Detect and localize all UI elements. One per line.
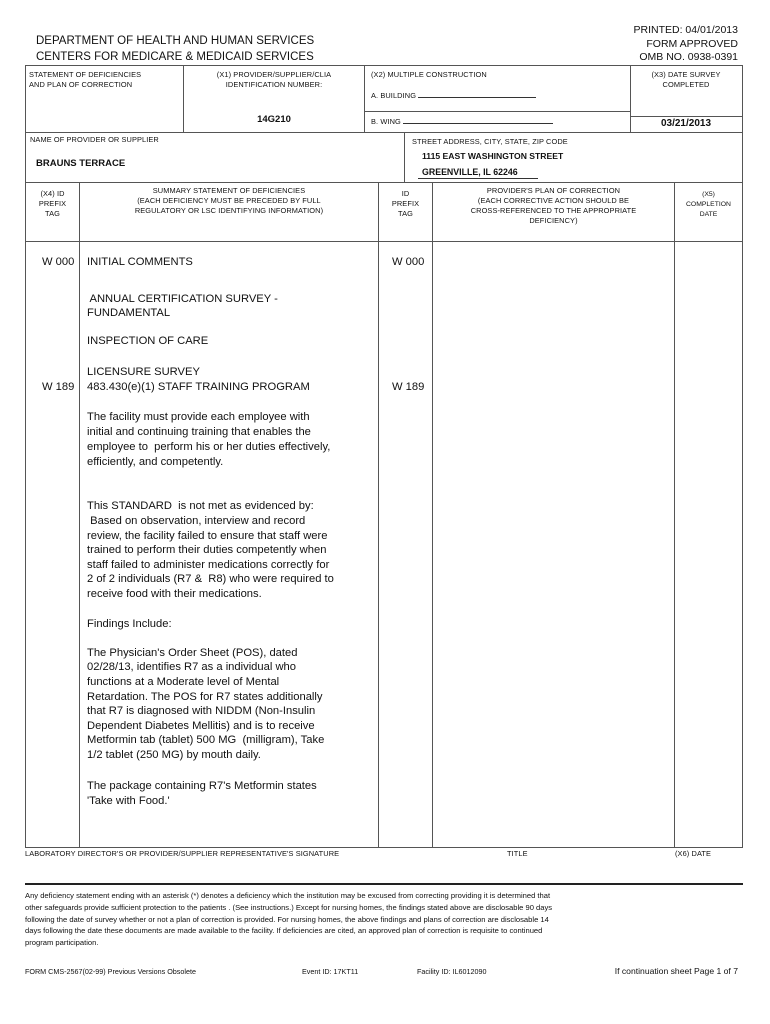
provider-name: BRAUNS TERRACE: [36, 158, 126, 169]
deficiency-line: The facility must provide each employee with: [87, 411, 310, 423]
deficiency-line: initial and continuing training that enables the: [87, 426, 311, 438]
deficiency-line: receive food with their medications.: [87, 588, 262, 600]
deficiency-line: INSPECTION OF CARE: [87, 335, 209, 347]
printed-date: PRINTED: 04/01/2013: [633, 24, 738, 36]
deficiency-line: The package containing R7's Metformin states: [87, 780, 317, 792]
x1-provider-number: 14G210: [257, 114, 291, 125]
deficiency-line: functions at a Moderate level of Mental: [87, 676, 280, 688]
plan-of-correction-header: PROVIDER'S PLAN OF CORRECTION (EACH CORRECTIVE ACTION SHOULD BE CROSS-REFERENCED TO THE APPROPRIATE DEFICIENCY): [470, 186, 637, 225]
provider-name-label: NAME OF PROVIDER OR SUPPLIER: [30, 135, 159, 144]
deficiency-line: 483.430(e)(1) STAFF TRAINING PROGRAM: [87, 381, 310, 393]
id-prefix-tag-header: ID PREFIX TAG: [391, 189, 420, 218]
omb-number: OMB NO. 0938-0391: [639, 51, 738, 63]
address-label: STREET ADDRESS, CITY, STATE, ZIP CODE: [412, 137, 568, 146]
id-tag-w000: W 000: [392, 256, 425, 268]
x3-label: (X3) DATE SURVEY COMPLETED: [651, 70, 721, 89]
deficiency-line: Metformin tab (tablet) 500 MG (milligram), Take: [87, 734, 325, 746]
x1-label: (X1) PROVIDER/SUPPLIER/CLIA IDENTIFICATION NUMBER:: [216, 70, 332, 89]
deficiency-line: LICENSURE SURVEY: [87, 366, 200, 378]
deficiency-line: This STANDARD is not met as evidenced by:: [87, 500, 314, 512]
deficiency-line: 2 of 2 individuals (R7 & R8) who were required to: [87, 573, 334, 585]
x3-survey-date: 03/21/2013: [660, 118, 712, 129]
deficiency-line: review, the facility failed to ensure that staff were: [87, 530, 328, 542]
deficiency-line: Dependent Diabetes Mellitis) and is to receive: [87, 720, 315, 732]
deficiency-line: Retardation. The POS for R7 states additionally: [87, 691, 323, 703]
deficiency-line: trained to perform their duties competently when: [87, 544, 327, 556]
deficiency-line: staff failed to administer medications correctly for: [87, 559, 330, 571]
deficiency-notice: Any deficiency statement ending with an asterisk (*) denotes a deficiency which the institution may be excused from correcting providing it is determined that other safeguards provide sufficient protection to the patients . (See instructions.) Except for nursing homes, the findings stated above are disclosable 90 days following the date of survey whether or not a plan of correction is provided. For nursing homes, the above findings and plans of correction are disclosable 14 days following the date these documents are made available to the facility. If deficiencies are cited, an approved plan of correction is requisite to continued program participation.: [25, 891, 553, 948]
centers-name: CENTERS FOR MEDICARE & MEDICAID SERVICES: [36, 51, 314, 63]
x2-building: A. BUILDING: [371, 88, 536, 101]
signature-label: LABORATORY DIRECTOR'S OR PROVIDER/SUPPLIER REPRESENTATIVE'S SIGNATURE: [25, 849, 340, 858]
department-name: DEPARTMENT OF HEALTH AND HUMAN SERVICES: [36, 35, 315, 47]
deficiency-line: The Physician's Order Sheet (POS), dated: [87, 647, 298, 659]
deficiency-line: FUNDAMENTAL: [87, 307, 171, 319]
prefix-tag-w189: W 189: [42, 381, 75, 393]
deficiency-line: 02/28/13, identifies R7 as a individual who: [87, 661, 296, 673]
deficiency-line: efficiently, and competently.: [87, 456, 224, 468]
title-label: TITLE: [507, 849, 528, 858]
prefix-tag-w000: W 000: [42, 256, 75, 268]
deficiency-line: employee to perform his or her duties effectively,: [87, 441, 331, 453]
deficiency-line: ANNUAL CERTIFICATION SURVEY -: [87, 293, 278, 305]
id-tag-w189: W 189: [392, 381, 425, 393]
deficiency-line: Based on observation, interview and record: [87, 515, 306, 527]
deficiency-line: Findings Include:: [87, 618, 172, 630]
facility-id: Facility ID: IL6012090: [417, 967, 487, 976]
page-number: If continuation sheet Page 1 of 7: [614, 966, 738, 976]
deficiency-line: 1/2 tablet (250 MG) by mouth daily.: [87, 749, 261, 761]
form-number: FORM CMS-2567(02-99) Previous Versions Obsolete: [25, 967, 196, 976]
street-address: 1115 EAST WASHINGTON STREET: [422, 151, 564, 161]
deficiency-line: 'Take with Food.': [87, 795, 170, 807]
summary-header: SUMMARY STATEMENT OF DEFICIENCIES (EACH DEFICIENCY MUST BE PRECEDED BY FULL REGULATORY OR LSC IDENTIFYING INFORMATION): [134, 186, 324, 215]
statement-label: STATEMENT OF DEFICIENCIES AND PLAN OF CORRECTION: [29, 70, 142, 89]
x2-wing: B. WING: [371, 114, 553, 127]
x6-date-label: (X6) DATE: [675, 849, 712, 858]
deficiency-line: INITIAL COMMENTS: [87, 256, 193, 268]
deficiency-line: that R7 is diagnosed with NIDDM (Non-Insulin: [87, 705, 316, 717]
city-state-zip: GREENVILLE, IL 62246: [422, 167, 518, 177]
x5-completion-header: (X5) COMPLETION DATE: [686, 191, 731, 218]
form-approved: FORM APPROVED: [646, 38, 738, 50]
x4-prefix-tag-header: (X4) ID PREFIX TAG: [38, 189, 67, 218]
x2-label: (X2) MULTIPLE CONSTRUCTION: [371, 70, 487, 79]
top-border: [25, 65, 743, 66]
event-id: Event ID: 17KT11: [302, 967, 359, 976]
